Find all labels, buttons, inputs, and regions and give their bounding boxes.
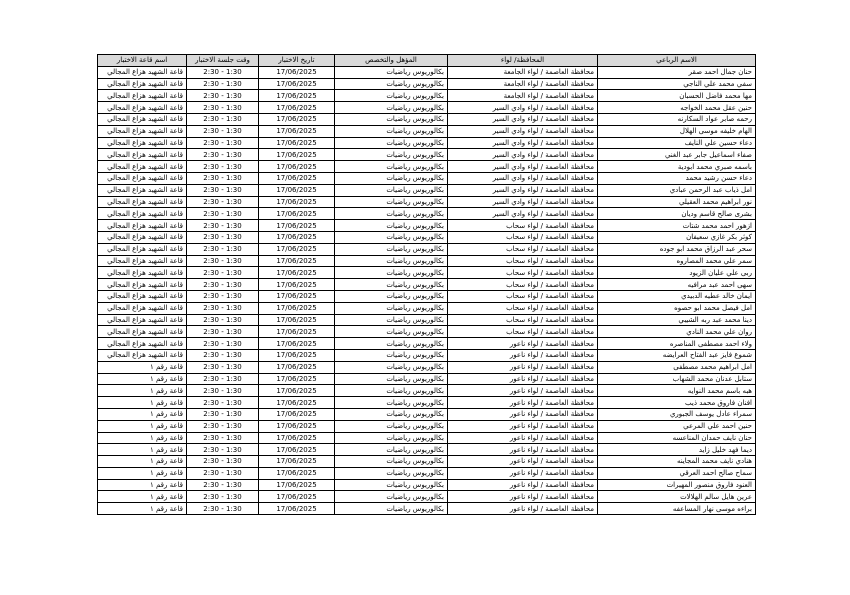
cell-name: عرين هايل سالم الهلالات [598, 491, 756, 503]
cell-date: 17/06/2025 [259, 491, 335, 503]
cell-qualification: بكالوريوس رياضيات [335, 444, 448, 456]
cell-room: قاعة رقم ١ [98, 491, 187, 503]
table-row [98, 420, 756, 432]
cell-governorate: محافظة العاصمة / لواء ناعور [448, 479, 598, 491]
header-time: وقت جلسة الاختبار [187, 55, 259, 67]
cell-date: 17/06/2025 [259, 172, 335, 184]
cell-governorate: محافظة العاصمة / لواء ناعور [448, 432, 598, 444]
table-row [98, 361, 756, 373]
table-row [98, 349, 756, 361]
cell-name: سفي محمد علي الناجي [598, 78, 756, 90]
cell-date: 17/06/2025 [259, 467, 335, 479]
cell-name: حنان نايف حمدان المناعسه [598, 432, 756, 444]
cell-time: 1:30 - 2:30 [187, 255, 259, 267]
cell-date: 17/06/2025 [259, 408, 335, 420]
cell-qualification: بكالوريوس رياضيات [335, 503, 448, 515]
cell-governorate: محافظة العاصمة / لواء وادي السير [448, 196, 598, 208]
table-row [98, 302, 756, 314]
table-row [98, 314, 756, 326]
header-name: الاسم الرباعي [598, 55, 756, 67]
cell-time: 1:30 - 2:30 [187, 432, 259, 444]
cell-qualification: بكالوريوس رياضيات [335, 338, 448, 350]
table-row [98, 279, 756, 291]
table-row [98, 444, 756, 456]
cell-room: قاعة رقم ١ [98, 432, 187, 444]
cell-date: 17/06/2025 [259, 267, 335, 279]
cell-room: قاعة الشهيد هزاع المجالي [98, 125, 187, 137]
cell-room: قاعة الشهيد هزاع المجالي [98, 255, 187, 267]
cell-room: قاعة رقم ١ [98, 361, 187, 373]
cell-time: 1:30 - 2:30 [187, 456, 259, 468]
cell-time: 1:30 - 2:30 [187, 125, 259, 137]
cell-qualification: بكالوريوس رياضيات [335, 90, 448, 102]
cell-time: 1:30 - 2:30 [187, 231, 259, 243]
cell-room: قاعة رقم ١ [98, 420, 187, 432]
cell-time: 1:30 - 2:30 [187, 78, 259, 90]
cell-governorate: محافظة العاصمة / لواء سحاب [448, 220, 598, 232]
cell-name: بشرى صالح قاسم وديان [598, 208, 756, 220]
cell-time: 1:30 - 2:30 [187, 172, 259, 184]
cell-qualification: بكالوريوس رياضيات [335, 172, 448, 184]
cell-time: 1:30 - 2:30 [187, 137, 259, 149]
header-governorate: المحافظة/ لواء [448, 55, 598, 67]
cell-name: سحر عبد الرزاق محمد ابو جوده [598, 243, 756, 255]
cell-governorate: محافظة العاصمة / لواء الجامعة [448, 66, 598, 78]
cell-qualification: بكالوريوس رياضيات [335, 220, 448, 232]
cell-room: قاعة الشهيد هزاع المجالي [98, 267, 187, 279]
cell-date: 17/06/2025 [259, 432, 335, 444]
header-room: اسم قاعة الاختبار [98, 55, 187, 67]
cell-name: دعاء حسن رشيد محمد [598, 172, 756, 184]
table-row [98, 161, 756, 173]
cell-name: ستابل عدنان محمد الشهاب [598, 373, 756, 385]
cell-name: سمراء عادل يوسف الجبوري [598, 408, 756, 420]
table-row [98, 267, 756, 279]
table-row [98, 467, 756, 479]
cell-name: امل فيصل محمد ابو حصوه [598, 302, 756, 314]
table-row [98, 290, 756, 302]
cell-date: 17/06/2025 [259, 444, 335, 456]
cell-governorate: محافظة العاصمة / لواء ناعور [448, 397, 598, 409]
header-qualification: المؤهل والتخصص [335, 55, 448, 67]
table-row [98, 231, 756, 243]
cell-name: العنود فاروق منصور المهيرات [598, 479, 756, 491]
cell-date: 17/06/2025 [259, 503, 335, 515]
cell-time: 1:30 - 2:30 [187, 361, 259, 373]
cell-governorate: محافظة العاصمة / لواء ناعور [448, 503, 598, 515]
cell-time: 1:30 - 2:30 [187, 267, 259, 279]
cell-time: 1:30 - 2:30 [187, 196, 259, 208]
cell-date: 17/06/2025 [259, 338, 335, 350]
table-row [98, 479, 756, 491]
cell-qualification: بكالوريوس رياضيات [335, 255, 448, 267]
cell-governorate: محافظة العاصمة / لواء سحاب [448, 267, 598, 279]
cell-qualification: بكالوريوس رياضيات [335, 479, 448, 491]
cell-room: قاعة الشهيد هزاع المجالي [98, 184, 187, 196]
cell-date: 17/06/2025 [259, 102, 335, 114]
header-date: تاريخ الاختبار [259, 55, 335, 67]
cell-date: 17/06/2025 [259, 161, 335, 173]
cell-date: 17/06/2025 [259, 255, 335, 267]
cell-qualification: بكالوريوس رياضيات [335, 385, 448, 397]
cell-room: قاعة الشهيد هزاع المجالي [98, 137, 187, 149]
cell-governorate: محافظة العاصمة / لواء الجامعة [448, 90, 598, 102]
cell-room: قاعة الشهيد هزاع المجالي [98, 302, 187, 314]
cell-qualification: بكالوريوس رياضيات [335, 373, 448, 385]
cell-time: 1:30 - 2:30 [187, 149, 259, 161]
cell-name: امل ذياب عبد الرحمن عبادي [598, 184, 756, 196]
cell-room: قاعة الشهيد هزاع المجالي [98, 326, 187, 338]
cell-room: قاعة رقم ١ [98, 373, 187, 385]
cell-room: قاعة الشهيد هزاع المجالي [98, 90, 187, 102]
cell-time: 1:30 - 2:30 [187, 349, 259, 361]
cell-name: امل ابراهيم محمد مصطفى [598, 361, 756, 373]
cell-qualification: بكالوريوس رياضيات [335, 456, 448, 468]
table-row [98, 113, 756, 125]
cell-governorate: محافظة العاصمة / لواء سحاب [448, 231, 598, 243]
cell-governorate: محافظة العاصمة / لواء سحاب [448, 314, 598, 326]
cell-room: قاعة الشهيد هزاع المجالي [98, 290, 187, 302]
cell-room: قاعة رقم ١ [98, 456, 187, 468]
cell-qualification: بكالوريوس رياضيات [335, 279, 448, 291]
cell-governorate: محافظة العاصمة / لواء وادي السير [448, 208, 598, 220]
cell-name: براءه موسى نهار المساعفه [598, 503, 756, 515]
cell-name: سمر علي محمد المصاروه [598, 255, 756, 267]
cell-name: ولاء احمد مصطفى المناصره [598, 338, 756, 350]
table-row [98, 125, 756, 137]
cell-room: قاعة الشهيد هزاع المجالي [98, 338, 187, 350]
table-row [98, 208, 756, 220]
cell-governorate: محافظة العاصمة / لواء ناعور [448, 338, 598, 350]
cell-room: قاعة الشهيد هزاع المجالي [98, 349, 187, 361]
cell-room: قاعة الشهيد هزاع المجالي [98, 172, 187, 184]
cell-name: دعاء حسين علي النايف [598, 137, 756, 149]
cell-governorate: محافظة العاصمة / لواء سحاب [448, 302, 598, 314]
cell-room: قاعة الشهيد هزاع المجالي [98, 231, 187, 243]
cell-qualification: بكالوريوس رياضيات [335, 326, 448, 338]
cell-date: 17/06/2025 [259, 208, 335, 220]
table-row [98, 90, 756, 102]
cell-time: 1:30 - 2:30 [187, 373, 259, 385]
cell-qualification: بكالوريوس رياضيات [335, 149, 448, 161]
cell-qualification: بكالوريوس رياضيات [335, 66, 448, 78]
cell-qualification: بكالوريوس رياضيات [335, 361, 448, 373]
cell-qualification: بكالوريوس رياضيات [335, 137, 448, 149]
cell-time: 1:30 - 2:30 [187, 302, 259, 314]
cell-date: 17/06/2025 [259, 243, 335, 255]
cell-qualification: بكالوريوس رياضيات [335, 208, 448, 220]
cell-time: 1:30 - 2:30 [187, 326, 259, 338]
cell-room: قاعة الشهيد هزاع المجالي [98, 243, 187, 255]
cell-date: 17/06/2025 [259, 66, 335, 78]
cell-qualification: بكالوريوس رياضيات [335, 432, 448, 444]
cell-room: قاعة رقم ١ [98, 467, 187, 479]
table-row [98, 408, 756, 420]
cell-name: روان علي محمد النادي [598, 326, 756, 338]
cell-date: 17/06/2025 [259, 125, 335, 137]
cell-time: 1:30 - 2:30 [187, 314, 259, 326]
exam-schedule-table [97, 54, 756, 515]
cell-date: 17/06/2025 [259, 385, 335, 397]
cell-date: 17/06/2025 [259, 479, 335, 491]
cell-governorate: محافظة العاصمة / لواء سحاب [448, 326, 598, 338]
cell-time: 1:30 - 2:30 [187, 397, 259, 409]
table-row [98, 397, 756, 409]
table-row [98, 243, 756, 255]
cell-time: 1:30 - 2:30 [187, 420, 259, 432]
cell-room: قاعة الشهيد هزاع المجالي [98, 66, 187, 78]
cell-governorate: محافظة العاصمة / لواء ناعور [448, 361, 598, 373]
cell-date: 17/06/2025 [259, 302, 335, 314]
table-row [98, 137, 756, 149]
cell-date: 17/06/2025 [259, 326, 335, 338]
cell-room: قاعة الشهيد هزاع المجالي [98, 314, 187, 326]
cell-governorate: محافظة العاصمة / لواء وادي السير [448, 113, 598, 125]
table-row [98, 78, 756, 90]
cell-governorate: محافظة العاصمة / لواء وادي السير [448, 125, 598, 137]
cell-room: قاعة الشهيد هزاع المجالي [98, 279, 187, 291]
cell-qualification: بكالوريوس رياضيات [335, 102, 448, 114]
cell-qualification: بكالوريوس رياضيات [335, 420, 448, 432]
cell-governorate: محافظة العاصمة / لواء سحاب [448, 243, 598, 255]
cell-qualification: بكالوريوس رياضيات [335, 302, 448, 314]
cell-qualification: بكالوريوس رياضيات [335, 290, 448, 302]
cell-name: صفاء اسماعيل جابر عبد الغني [598, 149, 756, 161]
cell-name: ربى علي عليان الزيود [598, 267, 756, 279]
cell-time: 1:30 - 2:30 [187, 208, 259, 220]
table-row [98, 184, 756, 196]
cell-qualification: بكالوريوس رياضيات [335, 408, 448, 420]
cell-qualification: بكالوريوس رياضيات [335, 314, 448, 326]
cell-date: 17/06/2025 [259, 456, 335, 468]
cell-qualification: بكالوريوس رياضيات [335, 467, 448, 479]
cell-name: ازهور احمد محمد شتات [598, 220, 756, 232]
cell-time: 1:30 - 2:30 [187, 503, 259, 515]
table-row [98, 385, 756, 397]
cell-date: 17/06/2025 [259, 373, 335, 385]
table-row [98, 102, 756, 114]
cell-time: 1:30 - 2:30 [187, 66, 259, 78]
cell-governorate: محافظة العاصمة / لواء وادي السير [448, 172, 598, 184]
header-row [98, 55, 756, 67]
cell-time: 1:30 - 2:30 [187, 408, 259, 420]
table-row [98, 456, 756, 468]
cell-name: ايمان خالد عطيه الدبيدي [598, 290, 756, 302]
cell-qualification: بكالوريوس رياضيات [335, 349, 448, 361]
cell-qualification: بكالوريوس رياضيات [335, 231, 448, 243]
cell-name: حنين احمد علي المرعي [598, 420, 756, 432]
cell-date: 17/06/2025 [259, 184, 335, 196]
cell-governorate: محافظة العاصمة / لواء ناعور [448, 467, 598, 479]
cell-time: 1:30 - 2:30 [187, 338, 259, 350]
cell-name: حنان جمال احمد صقر [598, 66, 756, 78]
cell-room: قاعة رقم ١ [98, 408, 187, 420]
cell-date: 17/06/2025 [259, 420, 335, 432]
table-row [98, 491, 756, 503]
cell-governorate: محافظة العاصمة / لواء وادي السير [448, 102, 598, 114]
table-row [98, 196, 756, 208]
table-row [98, 338, 756, 350]
cell-name: كوثر بكر غازي سعيفان [598, 231, 756, 243]
table-row [98, 326, 756, 338]
cell-name: شموع فايز عبد الفتاح العرايضه [598, 349, 756, 361]
table-row [98, 66, 756, 78]
cell-date: 17/06/2025 [259, 349, 335, 361]
cell-date: 17/06/2025 [259, 361, 335, 373]
cell-time: 1:30 - 2:30 [187, 113, 259, 125]
cell-date: 17/06/2025 [259, 149, 335, 161]
cell-governorate: محافظة العاصمة / لواء ناعور [448, 349, 598, 361]
cell-name: ديما فهد خليل زايد [598, 444, 756, 456]
cell-governorate: محافظة العاصمة / لواء سحاب [448, 279, 598, 291]
cell-governorate: محافظة العاصمة / لواء ناعور [448, 373, 598, 385]
cell-name: نور ابراهيم محمد العقيلي [598, 196, 756, 208]
cell-governorate: محافظة العاصمة / لواء سحاب [448, 290, 598, 302]
table-row [98, 255, 756, 267]
cell-name: حنين عقل محمد الخواجه [598, 102, 756, 114]
cell-qualification: بكالوريوس رياضيات [335, 196, 448, 208]
table-row [98, 503, 756, 515]
cell-room: قاعة الشهيد هزاع المجالي [98, 78, 187, 90]
cell-time: 1:30 - 2:30 [187, 467, 259, 479]
cell-room: قاعة رقم ١ [98, 385, 187, 397]
cell-date: 17/06/2025 [259, 231, 335, 243]
cell-time: 1:30 - 2:30 [187, 491, 259, 503]
cell-room: قاعة رقم ١ [98, 479, 187, 491]
cell-room: قاعة الشهيد هزاع المجالي [98, 196, 187, 208]
cell-time: 1:30 - 2:30 [187, 444, 259, 456]
cell-date: 17/06/2025 [259, 90, 335, 102]
cell-room: قاعة الشهيد هزاع المجالي [98, 161, 187, 173]
cell-qualification: بكالوريوس رياضيات [335, 267, 448, 279]
cell-room: قاعة الشهيد هزاع المجالي [98, 113, 187, 125]
cell-room: قاعة الشهيد هزاع المجالي [98, 102, 187, 114]
cell-time: 1:30 - 2:30 [187, 102, 259, 114]
cell-governorate: محافظة العاصمة / لواء وادي السير [448, 137, 598, 149]
cell-time: 1:30 - 2:30 [187, 90, 259, 102]
cell-name: هبه باسم محمد النوايه [598, 385, 756, 397]
cell-governorate: محافظة العاصمة / لواء الجامعة [448, 78, 598, 90]
cell-date: 17/06/2025 [259, 113, 335, 125]
cell-name: رحمه صابر عواد السكارنه [598, 113, 756, 125]
cell-qualification: بكالوريوس رياضيات [335, 113, 448, 125]
cell-qualification: بكالوريوس رياضيات [335, 78, 448, 90]
cell-time: 1:30 - 2:30 [187, 184, 259, 196]
cell-date: 17/06/2025 [259, 290, 335, 302]
cell-qualification: بكالوريوس رياضيات [335, 397, 448, 409]
cell-room: قاعة الشهيد هزاع المجالي [98, 149, 187, 161]
cell-time: 1:30 - 2:30 [187, 479, 259, 491]
cell-room: قاعة الشهيد هزاع المجالي [98, 220, 187, 232]
table-row [98, 172, 756, 184]
cell-governorate: محافظة العاصمة / لواء ناعور [448, 456, 598, 468]
cell-governorate: محافظة العاصمة / لواء ناعور [448, 385, 598, 397]
cell-name: سماح صالح احمد العرقي [598, 467, 756, 479]
cell-governorate: محافظة العاصمة / لواء ناعور [448, 408, 598, 420]
cell-date: 17/06/2025 [259, 137, 335, 149]
cell-qualification: بكالوريوس رياضيات [335, 125, 448, 137]
cell-name: دينا محمد عبد ربه الشيبي [598, 314, 756, 326]
cell-governorate: محافظة العاصمة / لواء سحاب [448, 255, 598, 267]
cell-date: 17/06/2025 [259, 196, 335, 208]
cell-governorate: محافظة العاصمة / لواء ناعور [448, 420, 598, 432]
cell-governorate: محافظة العاصمة / لواء ناعور [448, 491, 598, 503]
table-row [98, 373, 756, 385]
table-row [98, 432, 756, 444]
cell-governorate: محافظة العاصمة / لواء وادي السير [448, 161, 598, 173]
cell-time: 1:30 - 2:30 [187, 161, 259, 173]
cell-time: 1:30 - 2:30 [187, 385, 259, 397]
cell-governorate: محافظة العاصمة / لواء وادي السير [448, 184, 598, 196]
cell-name: مها محمد فاضل الحسبان [598, 90, 756, 102]
cell-time: 1:30 - 2:30 [187, 279, 259, 291]
cell-date: 17/06/2025 [259, 279, 335, 291]
cell-governorate: محافظة العاصمة / لواء ناعور [448, 444, 598, 456]
cell-date: 17/06/2025 [259, 397, 335, 409]
cell-date: 17/06/2025 [259, 220, 335, 232]
cell-qualification: بكالوريوس رياضيات [335, 161, 448, 173]
cell-date: 17/06/2025 [259, 78, 335, 90]
cell-name: سهى احمد عبد مرافيه [598, 279, 756, 291]
cell-date: 17/06/2025 [259, 314, 335, 326]
cell-time: 1:30 - 2:30 [187, 290, 259, 302]
cell-governorate: محافظة العاصمة / لواء وادي السير [448, 149, 598, 161]
table-row [98, 220, 756, 232]
cell-room: قاعة الشهيد هزاع المجالي [98, 208, 187, 220]
cell-room: قاعة رقم ١ [98, 397, 187, 409]
table-row [98, 149, 756, 161]
cell-room: قاعة رقم ١ [98, 503, 187, 515]
cell-room: قاعة رقم ١ [98, 444, 187, 456]
cell-qualification: بكالوريوس رياضيات [335, 184, 448, 196]
cell-name: الهام خليفه موسى الهلال [598, 125, 756, 137]
cell-qualification: بكالوريوس رياضيات [335, 491, 448, 503]
cell-name: هنادي نايف محمد المجاينه [598, 456, 756, 468]
cell-time: 1:30 - 2:30 [187, 220, 259, 232]
cell-name: باسمه صبري محمد ابودية [598, 161, 756, 173]
cell-name: افنان فاروق محمد ذيب [598, 397, 756, 409]
cell-time: 1:30 - 2:30 [187, 243, 259, 255]
cell-qualification: بكالوريوس رياضيات [335, 243, 448, 255]
